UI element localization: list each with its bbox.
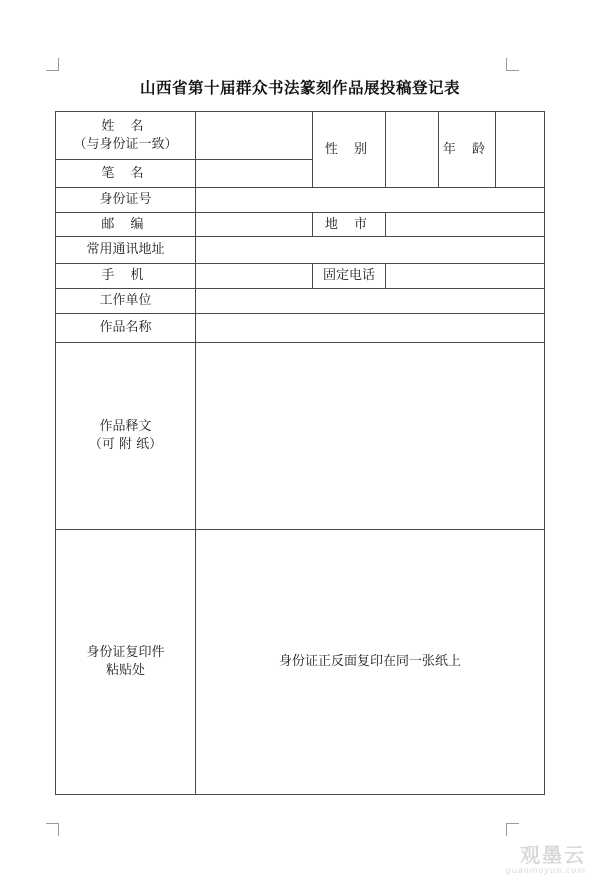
gender-label: 性 别 [313,112,386,188]
id-number-label: 身份证号 [56,188,196,213]
crop-mark-top-left [46,58,59,71]
id-copy-label-cell [56,530,196,795]
form-title: 山西省第十届群众书法篆刻作品展投稿登记表 [139,79,460,97]
address-field[interactable] [196,237,545,264]
pen-name-label: 笔 名 [56,160,196,188]
address-label: 常用通讯地址 [56,237,196,264]
id-copy-label-line1: 身份证复印件 [86,645,165,660]
employer-field[interactable] [196,289,545,314]
work-title-label: 作品名称 [56,314,196,343]
crop-mark-bottom-right [506,823,519,836]
landline-label: 固定电话 [313,264,386,289]
name-label: 姓 名 [101,118,150,134]
city-field[interactable] [386,213,545,237]
name-label-cell [56,112,196,160]
id-copy-label-line2: 粘贴处 [105,663,145,678]
crop-mark-top-right [506,58,519,71]
employer-label: 工作单位 [56,289,196,314]
mobile-label: 手 机 [56,264,196,289]
gender-field[interactable] [386,112,439,188]
watermark-url: guanmoyun.com [505,866,586,875]
pen-name-field[interactable] [196,160,313,188]
landline-field[interactable] [386,264,545,289]
transcript-note: （可 附 纸） [88,437,163,452]
age-label: 年 龄 [439,112,496,188]
postal-code-field[interactable] [196,213,313,237]
work-title-field[interactable] [196,314,545,343]
name-note: （与身份证一致） [73,136,178,152]
age-field[interactable] [496,112,545,188]
transcript-field[interactable] [196,343,545,530]
transcript-label: 作品释文 [99,419,152,434]
mobile-field[interactable] [196,264,313,289]
crop-mark-bottom-left [46,823,59,836]
city-label: 地 市 [313,213,386,237]
name-field[interactable] [196,112,313,160]
id-copy-instruction: 身份证正反面复印在同一张纸上 [196,530,545,795]
registration-form-table [55,111,545,795]
transcript-label-cell [56,343,196,530]
watermark [506,839,586,875]
id-number-field[interactable] [196,188,545,213]
watermark-logo: 观墨云 [520,843,586,867]
postal-code-label: 邮 编 [56,213,196,237]
